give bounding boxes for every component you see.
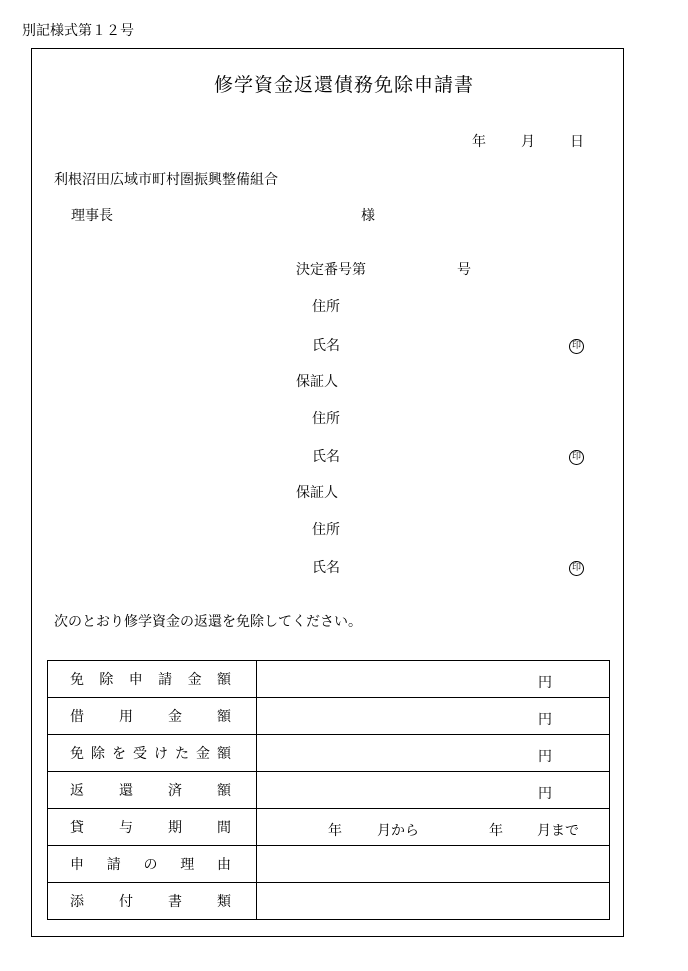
yen-unit: 円 — [538, 712, 552, 728]
request-text: 次のとおり修学資金の返還を免除してください。 — [54, 614, 362, 630]
recipient-title: 理事長 — [71, 208, 113, 224]
form-number: 別記様式第１２号 — [22, 23, 134, 39]
applicant-address-label: 住所 — [312, 299, 340, 315]
guarantor-2-heading: 保証人 — [296, 485, 338, 501]
label-char: 金 — [187, 672, 202, 688]
guarantor-1-name-label: 氏名 — [312, 449, 340, 465]
label-char: 申 — [70, 857, 84, 873]
previously-exempted-amount-field — [257, 735, 609, 771]
previously-exempted-amount-label — [48, 735, 257, 772]
label-char: を — [112, 746, 126, 762]
date-day-label: 日 — [570, 134, 584, 150]
label-char: 受 — [133, 746, 147, 762]
label-char: け — [154, 746, 168, 762]
borrowed-amount-label — [48, 698, 257, 735]
application-reason-label-text — [48, 854, 256, 874]
application-reason-field — [257, 846, 609, 882]
label-char: 請 — [158, 672, 173, 688]
label-char: た — [175, 746, 189, 762]
exemption-amount-field — [257, 661, 609, 697]
decision-number-suffix: 号 — [457, 262, 471, 278]
guarantor-1-seal-icon: 印 — [569, 450, 584, 465]
attached-documents-label-text — [48, 891, 256, 911]
attached-documents-label — [48, 883, 257, 920]
period-to-label: 月まで — [537, 823, 579, 839]
date-month-label: 月 — [521, 134, 535, 150]
table-row-borrowed-amount — [48, 698, 610, 735]
table-row-application-reason — [48, 846, 610, 883]
label-char: の — [143, 857, 158, 873]
table-row-previously-exempted-amount — [48, 735, 610, 772]
application-reason-value[interactable] — [257, 846, 610, 883]
label-char: 免 — [70, 746, 84, 762]
table-row-loan-period — [48, 809, 610, 846]
label-char: 額 — [217, 709, 231, 725]
repaid-amount-field — [257, 772, 609, 808]
label-char: 借 — [70, 709, 84, 725]
application-reason-label — [48, 846, 257, 883]
page-title: 修学資金返還債務免除申請書 — [213, 74, 474, 96]
detail-table — [47, 660, 610, 920]
borrowed-amount-label-text — [48, 706, 256, 726]
previously-exempted-amount-label-text — [48, 743, 256, 763]
guarantor-2-seal-icon: 印 — [569, 561, 584, 576]
guarantor-1-heading: 保証人 — [296, 374, 338, 390]
label-char: 申 — [128, 672, 143, 688]
label-char: 額 — [217, 746, 231, 762]
borrowed-amount-field — [257, 698, 609, 734]
applicant-seal-icon: 印 — [569, 339, 584, 354]
date-year-label: 年 — [472, 134, 486, 150]
label-char: 還 — [119, 783, 133, 799]
label-char: 書 — [168, 894, 182, 910]
label-char: 付 — [119, 894, 133, 910]
label-char: 除 — [91, 746, 105, 762]
decision-number-label: 決定番号第 — [296, 262, 366, 278]
period-year1-label: 年 — [328, 823, 342, 839]
label-char: 理 — [180, 857, 195, 873]
loan-period-fields — [257, 809, 609, 845]
attached-documents-value[interactable] — [257, 883, 610, 920]
label-char: 与 — [119, 820, 133, 836]
label-char: 免 — [70, 672, 84, 688]
period-year2-label: 年 — [489, 823, 503, 839]
label-char: 間 — [217, 820, 231, 836]
loan-period-label — [48, 809, 257, 846]
label-char: 除 — [99, 672, 114, 688]
applicant-name-label: 氏名 — [312, 338, 340, 354]
yen-unit: 円 — [538, 786, 552, 802]
guarantor-1-address-label: 住所 — [312, 411, 340, 427]
guarantor-2-address-label: 住所 — [312, 522, 340, 538]
label-char: 類 — [217, 894, 231, 910]
guarantor-2-name-label: 氏名 — [312, 560, 340, 576]
exemption-amount-label-text — [48, 669, 256, 689]
repaid-amount-label-text — [48, 780, 256, 800]
label-char: 請 — [106, 857, 121, 873]
borrowed-amount-value[interactable] — [257, 698, 610, 735]
label-char: 金 — [168, 709, 182, 725]
label-char: 済 — [168, 783, 182, 799]
attached-documents-field — [257, 883, 609, 919]
label-char: 用 — [119, 709, 133, 725]
label-char: 由 — [217, 857, 231, 873]
repaid-amount-label — [48, 772, 257, 809]
label-char: 金 — [196, 746, 210, 762]
label-char: 期 — [168, 820, 182, 836]
table-row-repaid-amount — [48, 772, 610, 809]
exemption-amount-label — [48, 661, 257, 698]
exemption-amount-value[interactable] — [257, 661, 610, 698]
label-char: 貸 — [70, 820, 84, 836]
previously-exempted-amount-value[interactable] — [257, 735, 610, 772]
period-from-label: 月から — [377, 823, 419, 839]
label-char: 返 — [70, 783, 84, 799]
label-char: 添 — [70, 894, 84, 910]
yen-unit: 円 — [538, 749, 552, 765]
loan-period-value[interactable] — [257, 809, 610, 846]
repaid-amount-value[interactable] — [257, 772, 610, 809]
recipient-honorific: 様 — [361, 208, 375, 224]
table-row-attached-documents — [48, 883, 610, 920]
label-char: 額 — [217, 783, 231, 799]
loan-period-label-text — [48, 817, 256, 837]
yen-unit: 円 — [538, 675, 552, 691]
label-char: 額 — [216, 672, 231, 688]
recipient-organization: 利根沼田広域市町村圏振興整備組合 — [54, 172, 278, 188]
table-row-exemption-amount — [48, 661, 610, 698]
